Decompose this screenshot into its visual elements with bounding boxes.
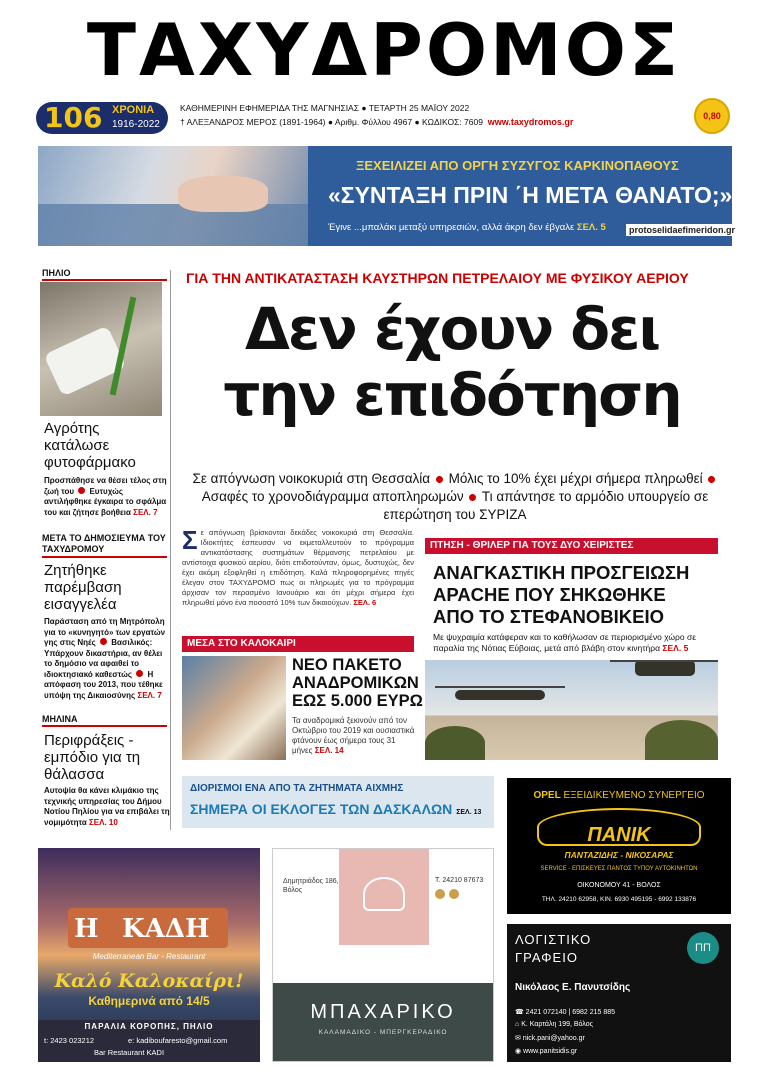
mpax-phone: Τ. 24210 87673 [435,877,484,884]
meta-line-1: ΚΑΘΗΜΕΡΙΝΗ ΕΦΗΜΕΡΙΔΑ ΤΗΣ ΜΑΓΝΗΣΙΑΣ ● ΤΕΤΑΡΤΗ 25 ΜΑΪΟΥ 2022 [180,103,470,113]
opel-name: ΠΑΝΙΚ [587,824,651,846]
opel-address: ΟΙΚΟΝΟΜΟΥ 41 - ΒΟΛΟΣ [577,882,661,889]
watermark: protoselidaefimeridon.gr [626,224,738,236]
deck-4: Τι απάντησε το αρμόδιο υπουργείο σε επερώτηση του ΣΥΡΙΖΑ [383,489,709,522]
photo-hand [178,176,268,212]
main-headline-line-2: την επιδότηση [223,361,681,429]
summer-text [292,716,418,756]
kadi-daily: Καθημερινά από 14/5 [88,994,210,1008]
price-badge: 0,80 [694,98,730,134]
main-headline-line-1: Δεν έχουν δει [244,295,659,363]
summer-photo [182,656,286,760]
ad-opel[interactable] [507,778,731,914]
bullet-dot [469,494,476,501]
masthead-title: ΤΑΧΥΔΡΟΜΟΣ [86,8,682,92]
sidebar-title-prosecutor[interactable]: Ζητήθηκε παρέμβαση εισαγγελέα [44,562,122,613]
apache-kicker: ΠΤΗΣΗ - ΘΡΙΛΕΡ ΓΙΑ ΤΟΥΣ ΔΥΟ ΧΕΙΡΙΣΤΕΣ [425,538,718,554]
apache-text [433,632,718,654]
summer-title[interactable] [292,656,423,710]
top-story-kicker: ΞΕΧΕΙΛΙΖΕΙ ΑΠΟ ΟΡΓΗ ΣΥΖΥΓΟΣ ΚΑΡΚΙΝΟΠΑΘΟΥΣ [356,158,679,173]
logist-person: Νικόλαος Ε. Πανυτσίδης [515,982,631,993]
anniversary-number: 106 [44,101,103,134]
kadi-fb: Bar Restaurant KADI [94,1048,165,1057]
prosecutor-text-2: Βασιλικός: Υπάρχουν δικαστήρια, αν θέλει το δημόσιο να αφαιθεί το ιδιοκτησιακό καθεστώς [44,638,163,679]
logist-web[interactable]: ◉ www.panitsidis.gr [515,1048,578,1055]
meta-code: ΚΩΔΙΚΟΣ: 7609 [421,117,483,127]
helicopter-1 [455,690,545,700]
apache-title-1: ΑΝΑΓΚΑΣΤΙΚΗ ΠΡΟΣΓΕΙΩΣΗ [433,562,690,583]
kadi-location: ΠΑΡΑΛΙΑ ΚΟΡΟΠΗΣ, ΠΗΛΙΟ [84,1022,214,1031]
top-story-photo [38,146,308,246]
bullet-dot [136,670,143,677]
logist-phone: ☎ 2421 072140 | 6982 215 885 [515,1009,616,1016]
logist-addr: ⌂ Κ. Καρτάλη 199, Βόλος [515,1021,593,1028]
mpax-sub: ΚΑΛΑΜΑΔΙΚΟ - ΜΠΕΡΓΚΕΡΑΔΙΚΟ [318,1029,448,1036]
website-link[interactable]: www.taxydromos.gr [487,117,574,127]
opel-header [527,790,711,801]
meta-newspaper: ΚΑΘΗΜΕΡΙΝΗ ΕΦΗΜΕΡΙΔΑ ΤΗΣ ΜΑΓΝΗΣΙΑΣ [180,103,359,113]
sidebar-title-fences[interactable]: Περιφράξεις - εμπόδιο για τη θάλασσα [44,732,141,783]
summer-title-3: ΕΩΣ 5.000 ΕΥΡΩ [292,692,423,710]
summer-kicker: ΜΕΣΑ ΣΤΟ ΚΑΛΟΚΑΙΡΙ [182,636,414,652]
apache-photo [425,660,718,760]
mpax-name: ΜΠΑΧΑΡΙΚΟ [310,1001,456,1023]
deck-2: Μόλις το 10% έχει μέχρι σήμερα πληρωθεί [448,471,703,486]
top-story-title: «ΣΥΝΤΑΞΗ ΠΡΙΝ ΄Η ΜΕΤΑ ΘΑΝΑΤΟ;» [328,182,732,208]
main-deck [190,470,720,524]
fences-page: ΣΕΛ. 10 [88,817,118,827]
bullet-dot [78,487,85,494]
opel-owners: ΠΑΝΤΑΖΙΔΗΣ - ΝΙΚΟΣΑΡΑΣ [564,850,674,860]
helicopter-2 [635,660,695,676]
apache-title-2: APACHE ΠΟΥ ΣΗΚΩΘΗΚΕ [433,584,666,605]
kadi-name-left: Η [74,914,99,944]
anniversary-label: ΧΡΟΝΙΑ [112,104,155,116]
sidebar-text-farmer [44,476,172,518]
sidebar-text-fences [44,786,172,828]
meta-line-2: † ΑΛΕΞΑΝΔΡΟΣ ΜΕΡΟΣ (1891-1964) ● Αριθμ. Φύλλου 4967 ● ΚΩΔΙΚΟΣ: 7609 www.taxydromos.gr [180,117,574,127]
anniversary-years: 1916-2022 [112,119,160,130]
kadi-sub: Mediterranean Bar - Restaurant [92,952,206,961]
prosecutor-page: ΣΕΛ. 7 [137,690,162,700]
opel-brand: OPEL [533,790,561,801]
meta-issue: Αριθμ. Φύλλου 4967 [334,117,413,127]
main-headline[interactable] [182,296,722,428]
main-page: ΣΕΛ. 6 [353,598,377,607]
apache-title-3: ΑΠΟ ΤΟ ΣΤΕΦΑΝΟΒΙΚΕΙΟ [433,606,665,627]
photo-bedsheet [38,204,308,246]
main-kicker: ΓΙΑ ΤΗΝ ΑΝΤΙΚΑΤΑΣΤΑΣΗ ΚΑΥΣΤΗΡΩΝ ΠΕΤΡΕΛΑΙΟΥ ΜΕ ΦΥΣΙΚΟΥ ΑΕΡΙΟΥ [186,270,689,286]
column-divider [170,270,171,830]
farmer-text-2: Ευτυχώς αντιλήφθηκε έγκαιρα το σφάλμα του και ζήτησε βοήθεια [44,486,167,517]
deck-1: Σε απόγνωση νοικοκυριά στη Θεσσαλία [192,471,431,486]
kadi-name: ΚΑΔΗ [122,914,210,944]
rotor-2 [610,660,718,662]
kadi-phone: t: 2423 023212 [44,1036,95,1045]
logist-title-2: ΓΡΑΦΕΙΟ [515,950,578,965]
fences-text: Αυτοψία θα κάνει κλιμάκιο της τεχνικής υπηρεσίας του Δήμου Νοτίου Πηλίου για να επιβάλει τη νομιμότητα [44,786,170,827]
kadi-greet: Καλό Καλοκαίρι! [54,970,244,992]
logist-web-text: www.panitsidis.gr [523,1048,578,1055]
apache-text-body: Με ψυχραιμία κατάφεραν και το καθήλωσαν σε περιορισμένο χώρο σε παραλία της Νότιας Εύβοιας, μετά από βλάβη στον κινητήρα [433,632,696,653]
opel-phones: ΤΗΛ. 24210 62958, ΚΙΝ. 6930 495195 - 6992 133876 [541,896,697,903]
bullet-dot [436,476,443,483]
meta-founder: † ΑΛΕΞΑΝΔΡΟΣ ΜΕΡΟΣ (1891-1964) [180,117,326,127]
teachers-title-text: ΣΗΜΕΡΑ ΟΙ ΕΚΛΟΓΕΣ ΤΩΝ ΔΑΣΚΑΛΩΝ [190,801,453,817]
burger-icon [363,877,405,911]
top-story-sub [328,222,606,233]
prosecutor-text-3: Η απόφαση του 2013, που τέθηκε υπόψη της Δικαιοσύνης [44,669,163,700]
dropcap: Σ [182,525,198,555]
farmer-text-1: Προσπάθησε να θέσει τέλος στη ζωή του [44,476,167,496]
kadi-email: e: kadiboufaresto@gmail.com [128,1036,228,1045]
farmer-page: ΣΕΛ. 7 [133,507,158,517]
shrub-right [645,720,718,760]
opel-service: SERVICE - ΕΠΙΣΚΕΥΕΣ ΠΑΝΤΟΣ ΤΥΠΟΥ ΑΥΤΟΚΙΝΗΤΩΝ [540,866,698,872]
logist-email: ✉ nick.pani@yahoo.gr [515,1035,585,1042]
farmer-photo [40,282,162,416]
ad-logistiko[interactable] [507,924,731,1062]
bullet-dot [708,476,715,483]
sidebar-label-milina: ΜΗΛΙΝΑ [42,714,167,727]
deck-3: Ασαφές το χρονοδιάγραμμα αποπληρωμών [201,489,464,504]
rotor-1 [435,686,565,688]
top-story-page: ΣΕΛ. 5 [576,222,606,233]
logist-title-1: ΛΟΓΙΣΤΙΚΟ [515,932,592,947]
teachers-kicker: ΔΙΟΡΙΣΜΟΙ ΕΝΑ ΑΠΟ ΤΑ ΖΗΤΗΜΑΤΑ ΑΙΧΜΗΣ [190,783,404,794]
instagram-icon[interactable] [449,889,459,899]
sidebar-title-farmer[interactable]: Αγρότης κατάλωσε φυτοφάρμακο [44,420,136,471]
sidebar-label-pilio: ΠΗΛΙΟ [42,268,167,281]
shrub-left [425,726,485,760]
top-story-sub-text: Έγινε ...μπαλάκι μεταξύ υπηρεσιών, αλλά άκρη δεν έβγαλε [328,222,575,233]
ad-mpaxariko[interactable] [272,848,494,1062]
apache-title[interactable] [433,562,689,628]
meta-date: ΤΕΤΑΡΤΗ 25 ΜΑΪΟΥ 2022 [368,103,470,113]
summer-title-1: ΝΕΟ ΠΑΚΕΤΟ [292,656,402,674]
logist-email-text: nick.pani@yahoo.gr [522,1035,585,1042]
logist-addr-text: Κ. Καρτάλη 199, Βόλος [521,1021,593,1028]
prosecutor-text-1: Παράσταση από τη Μητρόπολη για το «κυνηγητό» των εργατών γης στις Νηές [44,617,166,647]
summer-title-2: ΑΝΑΔΡΟΜΙΚΩΝ [292,674,419,692]
bullet-dot [100,638,107,645]
teachers-title [190,801,481,817]
summer-text-body: Τα αναδρομικά ξεκινούν από τον Οκτώβριο του 2019 και ουσιαστικά φτάνουν έως σήμερα τους 31 μήνες [292,716,415,755]
teachers-page: ΣΕΛ. 13 [456,809,482,816]
sidebar-text-prosecutor [44,617,172,701]
logist-logo: ΠΠ [687,932,719,964]
opel-tag: ΕΞΕΙΔΙΚΕΥΜΕΝΟ ΣΥΝΕΡΓΕΙΟ [563,790,705,801]
facebook-icon[interactable] [435,889,445,899]
summer-page: ΣΕΛ. 14 [314,746,344,755]
main-body [182,525,414,608]
main-body-text: ε απόγνωση βρίσκονται δεκάδες νοικοκυριά στη Θεσσαλία. Ιδιοκτήτες έσπευσαν να εκμεταλλευτούν το πρόγραμμα αντικατάστασης συστημάτων θέρμανσης πετρελαίου με αντίστοιχα φυσικού αερίου, διότι επιδοτούνταν, όμως, δυστυχώς, δεν έχει ακόμη εξοφληθεί η επιδότηση. Καλά πληροφορημένες πηγές έλεγαν στον ΤΑΧΥΔΡΟΜΟ πως οι πληρωμές για το πρόγραμμα άρχισαν τον περασμένο Ιανουάριο και ότι μέχρι σήμερα έχει πληρωθεί μόνο ένα ποσοστό 10% των δικαιούχων. [182,528,414,607]
ad-kadi[interactable] [38,848,260,1062]
mpax-address: Δημητριάδος 186, Βόλος [283,878,339,894]
logist-phone-text: 2421 072140 | 6982 215 885 [525,1009,616,1016]
apache-page: ΣΕΛ. 5 [662,643,689,653]
sidebar-label-after: ΜΕΤΑ ΤΟ ΔΗΜΟΣΙΕΥΜΑ ΤΟΥ ΤΑΧΥΔΡΟΜΟΥ [42,533,167,558]
